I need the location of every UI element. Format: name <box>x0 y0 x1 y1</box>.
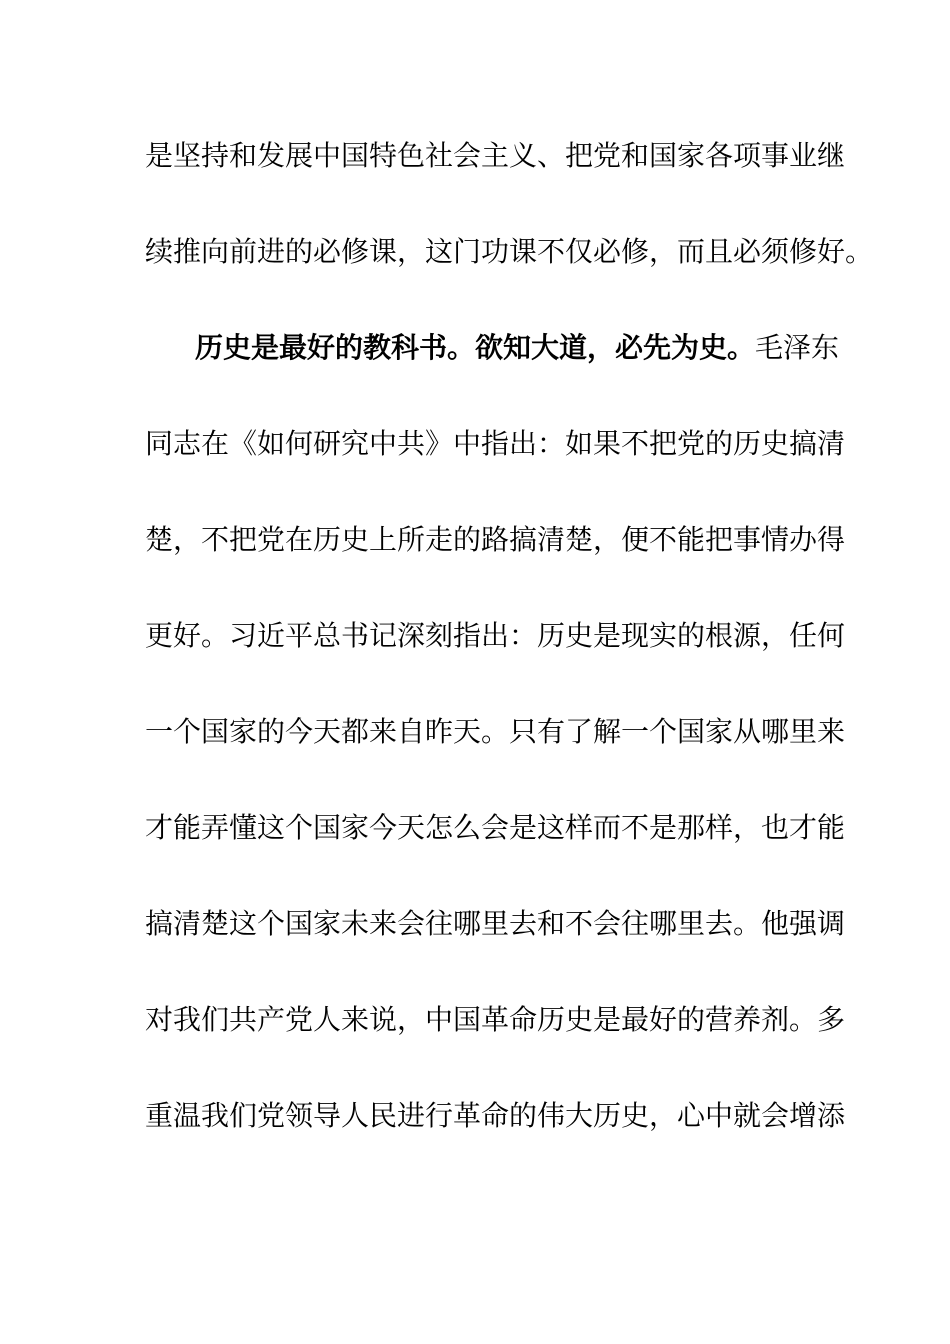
text-line-7: 一个国家的今天都来自昨天。只有了解一个国家从哪里来 <box>145 715 846 748</box>
text-line-10: 对我们共产党人来说，中国革命历史是最好的营养剂。多 <box>145 1003 846 1036</box>
text-line-3: 历史是最好的教科书。欲知大道，必先为史。毛泽东 <box>195 331 840 364</box>
text-line-8: 才能弄懂这个国家今天怎么会是这样而不是那样，也才能 <box>145 811 846 844</box>
text-line-11: 重温我们党领导人民进行革命的伟大历史，心中就会增添 <box>145 1099 846 1132</box>
text-line-4: 同志在《如何研究中共》中指出：如果不把党的历史搞清 <box>145 427 846 460</box>
text-line-5: 楚，不把党在历史上所走的路搞清楚，便不能把事情办得 <box>145 523 846 556</box>
text-line-1: 是坚持和发展中国特色社会主义、把党和国家各项事业继 <box>145 139 846 172</box>
body-text <box>145 120 874 1176</box>
text-line-9: 搞清楚这个国家未来会往哪里去和不会往哪里去。他强调 <box>145 907 846 940</box>
text-line-2: 续推向前进的必修课，这门功课不仅必修，而且必须修好。 <box>145 235 874 268</box>
text-line-6: 更好。习近平总书记深刻指出：历史是现实的根源，任何 <box>145 619 846 652</box>
bold-heading-sentence: 历史是最好的教科书。欲知大道，必先为史。 <box>195 331 756 364</box>
